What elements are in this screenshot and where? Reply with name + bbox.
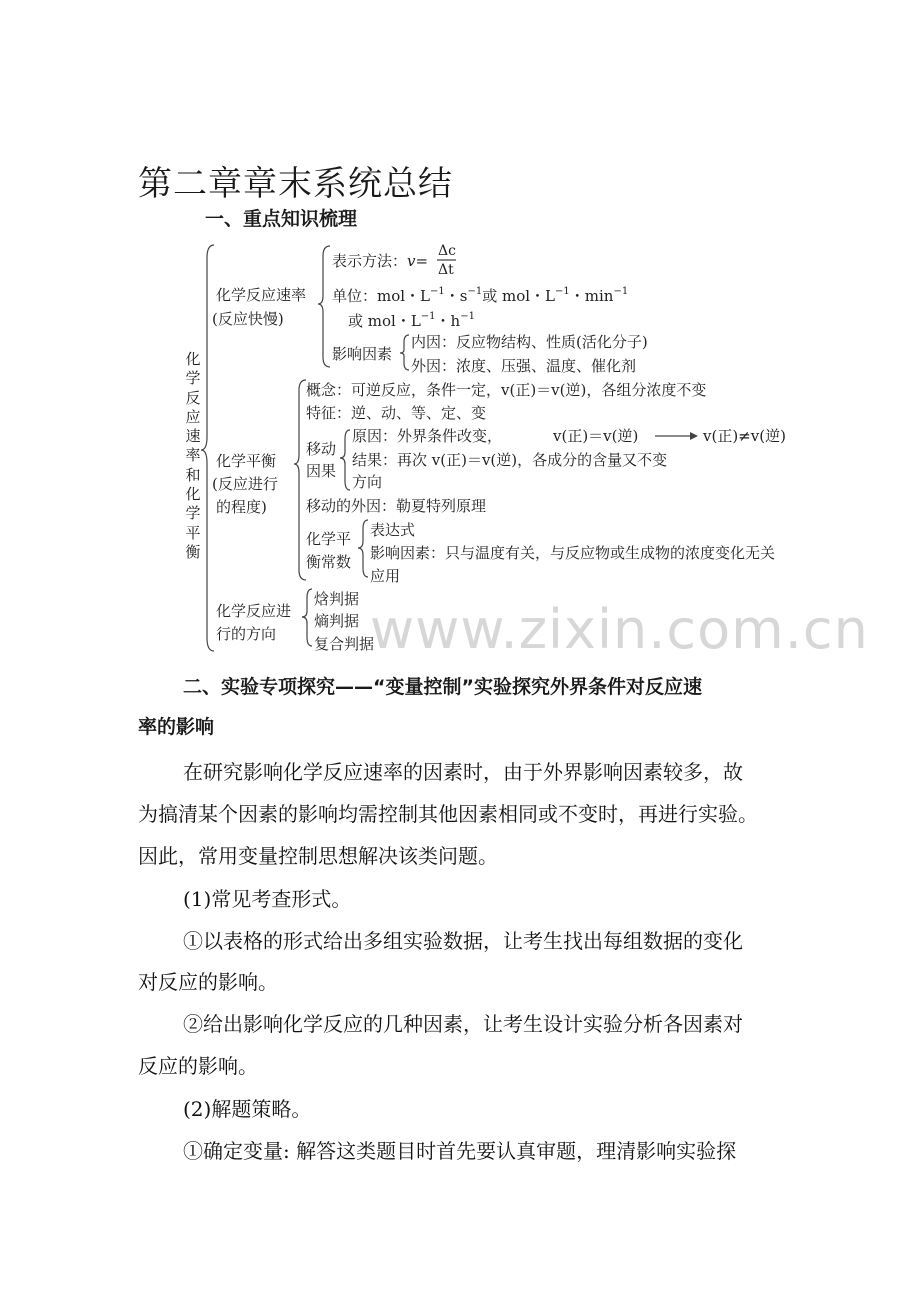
equilibrium-label: 化学平衡 [216,452,277,470]
direction-item-enthalpy: 焓判据 [314,590,360,608]
paragraph-line: (2)解题策略。 [183,1097,312,1121]
paragraph-line: (1)常见考查形式。 [183,887,352,911]
unit-sup: −1 [467,286,483,297]
unit-text-a: 单位：mol・L [332,287,431,305]
unit-text-e: 或 mol・L [348,312,421,330]
k-brace [358,520,368,577]
rate-label: 化学反应速率 [216,286,307,304]
rate-factor-label: 影响因素 [332,345,393,363]
unit-sup: −1 [420,311,436,322]
paragraph-line: 反应的影响。 [138,1054,258,1078]
rate-factor-inner: 内因：反应物结构、性质(活化分子) [411,333,648,351]
shift-direction: 方向 [352,473,383,491]
shift-cause-eq2: v(正)≠v(逆) [703,427,786,445]
shift-label2: 因果 [306,462,337,480]
section-heading-experiment-line2: 率的影响 [138,716,215,738]
fraction-denominator: Δt [438,262,454,278]
direction-item-composite: 复合判据 [314,635,375,653]
rate-factor-brace [400,335,409,370]
shift-brace [340,430,350,490]
paragraph-line: ①确定变量: 解答这类题目时首先要认真审题，理清影响实验探 [183,1139,737,1163]
unit-text-d: ・min [569,287,614,305]
rate-brace [318,246,330,367]
unit-sup: −1 [613,286,629,297]
shift-cause-eq1: v(正)＝v(逆) [553,427,639,445]
rate-expression-prefix: 表示方法： [332,252,408,270]
k-label1: 化学平 [306,530,352,548]
rate-expression-v: v= [407,252,429,270]
unit-sup: −1 [430,286,445,297]
arrow-head [690,432,698,440]
paragraph-line: ①以表格的形式给出多组实验数据，让考生找出每组数据的变化 [183,929,743,953]
direction-label2: 行的方向 [216,625,277,643]
paragraph-line: 为搞清某个因素的影响均需控制其他因素相同或不变时，再进行实验。 [138,802,758,826]
unit-text-b: ・s [444,287,468,305]
k-use: 应用 [370,567,401,585]
section-heading-experiment-line1: 二、实验专项探究——“变量控制”实验探究外界条件对反应速 [183,676,702,698]
paragraph-line: ②给出影响化学反应的几种因素，让考生设计实验分析各因素对 [183,1012,743,1036]
shift-result: 结果：再次 v(正)＝v(逆)，各成分的含量又不变 [352,451,668,469]
paragraph-line: 因此，常用变量控制思想解决该类问题。 [138,844,498,868]
shift-label1: 移动 [306,440,337,458]
watermark: www.zixin.com.cn [370,598,869,661]
unit-sup: −1 [555,286,570,297]
paragraph-line: 对反应的影响。 [138,970,278,994]
paragraph-line: 在研究影响化学反应速率的因素时，由于外界影响因素较多，故 [183,760,743,784]
diagram-root-label: 化学反应速率和化学平衡 [185,350,201,561]
section-heading-knowledge: 一、重点知识梳理 [205,208,358,230]
rate-sublabel: (反应快慢) [212,310,284,328]
k-factor: 影响因素：只与温度有关，与反应物或生成物的浓度变化无关 [370,544,776,562]
rate-unit-line2 [348,312,475,330]
equilibrium-sublabel1: (反应进行 [212,475,278,493]
unit-text-c: 或 mol・L [482,287,555,305]
direction-item-entropy: 熵判据 [314,612,360,630]
equilibrium-feature: 特征：逆、动、等、定、变 [306,404,487,422]
rate-unit-line1 [332,287,628,305]
direction-brace [302,589,312,646]
shift-external: 移动的外因：勒夏特列原理 [306,497,487,515]
unit-text-f: ・h [435,312,461,330]
equilibrium-concept: 概念：可逆反应，条件一定，v(正)＝v(逆)，各组分浓度不变 [306,381,707,399]
direction-label1: 化学反应进 [216,602,292,620]
equilibrium-sublabel2: 的程度) [216,498,267,516]
k-label2: 衡常数 [306,553,352,571]
rate-expression-row [332,252,428,270]
fraction-numerator: Δc [438,243,456,259]
unit-sup: −1 [460,311,475,322]
eq-brace [294,380,306,580]
page-title: 第二章章末系统总结 [138,164,453,204]
k-expression: 表达式 [370,521,416,539]
shift-cause: 原因：外界条件改变， [352,427,503,445]
rate-factor-outer: 外因：浓度、压强、温度、催化剂 [411,357,637,375]
